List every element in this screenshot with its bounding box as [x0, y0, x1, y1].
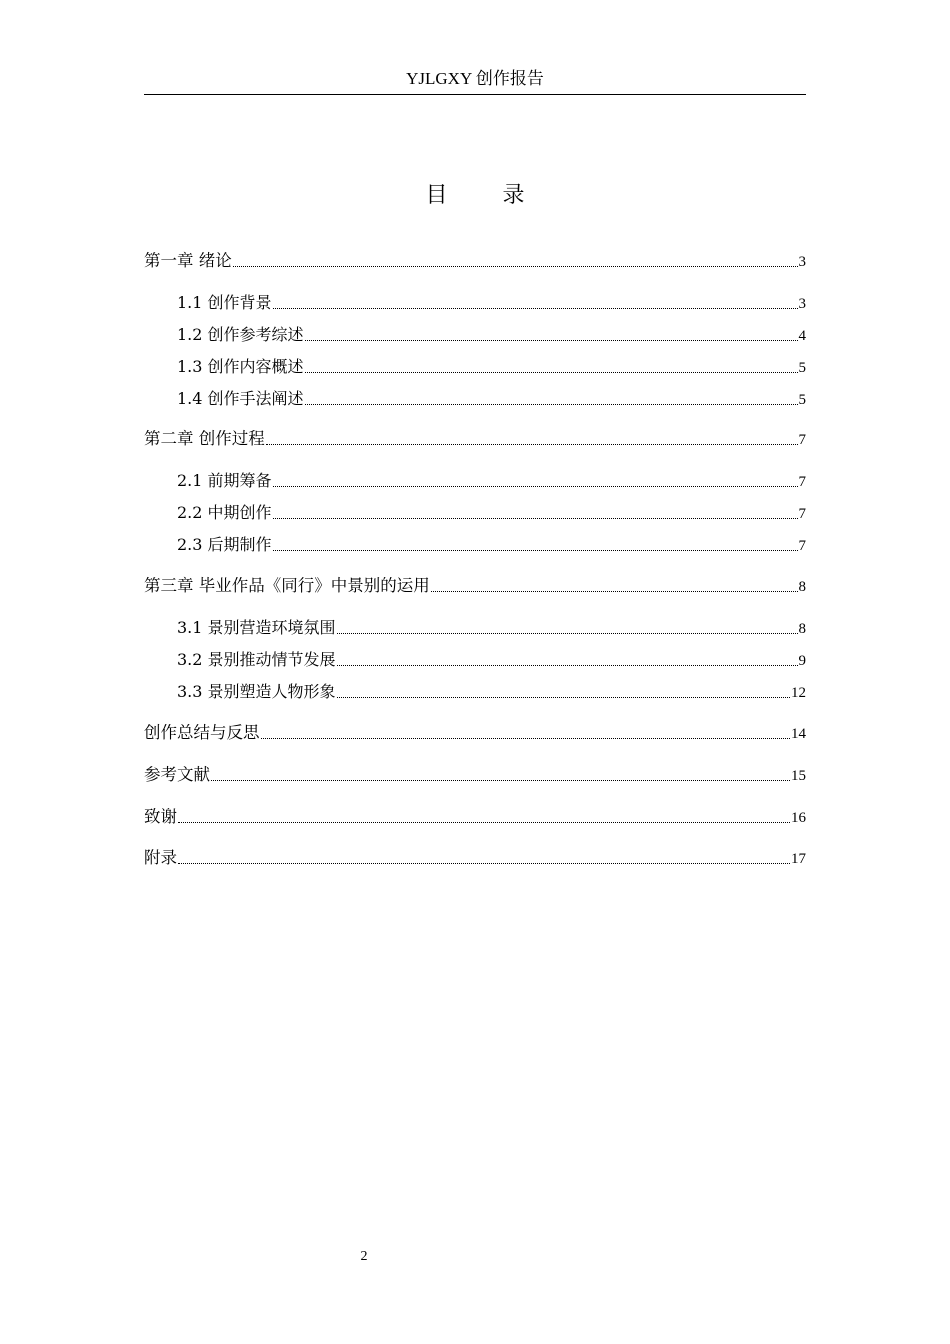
toc-entry-label: 1.3 创作内容概述	[177, 357, 304, 376]
toc-entry-page: 3	[798, 296, 806, 312]
toc-entry-references[interactable]	[144, 762, 806, 786]
toc-entry-page: 3	[798, 254, 806, 270]
toc-entry-chapter-2[interactable]	[144, 426, 806, 450]
page-number: 2	[360, 1249, 368, 1264]
toc-entry-page: 16	[791, 810, 806, 826]
toc-entry-section-1-2[interactable]	[177, 322, 806, 346]
toc-entry-section-1-1[interactable]	[177, 290, 806, 314]
toc-entry-section-2-3[interactable]	[177, 532, 806, 556]
toc-entry-summary[interactable]	[144, 720, 806, 744]
toc-entry-page: 14	[791, 726, 806, 742]
toc-entry-label: 第一章 绪论	[144, 251, 232, 270]
header-text: YJLGXY 创作报告	[406, 69, 544, 88]
dot-leader	[178, 858, 790, 864]
toc-entry-page: 7	[798, 506, 806, 522]
toc-entry-page: 7	[798, 474, 806, 490]
toc-entry-label: 第二章 创作过程	[144, 429, 265, 448]
toc-entry-section-2-1[interactable]	[177, 468, 806, 492]
toc-entry-chapter-3[interactable]	[144, 573, 806, 597]
dot-leader	[273, 513, 798, 519]
toc-entry-section-2-2[interactable]	[177, 500, 806, 524]
toc-entry-label: 3.1 景别营造环境氛围	[177, 618, 336, 637]
dot-leader	[305, 399, 798, 405]
toc-entry-section-1-4[interactable]	[177, 386, 806, 410]
toc-entry-page: 9	[798, 653, 806, 669]
toc-entry-section-3-2[interactable]	[177, 647, 806, 671]
toc-entry-section-3-1[interactable]	[177, 615, 806, 639]
toc-entry-acknowledgements[interactable]	[144, 804, 806, 828]
toc-entry-label: 创作总结与反思	[144, 723, 260, 742]
toc-entry-label: 第三章 毕业作品《同行》中景别的运用	[144, 576, 430, 595]
toc-entry-label: 3.2 景别推动情节发展	[177, 650, 336, 669]
dot-leader	[337, 692, 790, 698]
toc-entry-label: 2.1 前期筹备	[177, 471, 272, 490]
dot-leader	[305, 335, 798, 341]
dot-leader	[273, 545, 798, 551]
dot-leader	[261, 733, 791, 739]
toc-entry-label: 1.2 创作参考综述	[177, 325, 304, 344]
dot-leader	[337, 660, 798, 666]
toc-entry-label: 致谢	[144, 807, 177, 826]
toc-entry-page: 5	[798, 360, 806, 376]
toc-entry-page: 17	[791, 851, 806, 867]
toc-entry-page: 7	[798, 432, 806, 448]
toc-entry-label: 参考文献	[144, 765, 210, 784]
toc-entry-section-1-3[interactable]	[177, 354, 806, 378]
toc-title: 目 录	[425, 183, 549, 208]
dot-leader	[178, 817, 790, 823]
toc-entry-page: 8	[798, 621, 806, 637]
toc-entry-label: 2.3 后期制作	[177, 535, 272, 554]
toc-entry-label: 1.4 创作手法阐述	[177, 389, 304, 408]
dot-leader	[431, 586, 798, 592]
dot-leader	[233, 261, 798, 267]
toc-entry-page: 15	[791, 768, 806, 784]
toc-entry-page: 12	[791, 685, 806, 701]
dot-leader	[273, 303, 798, 309]
dot-leader	[211, 775, 790, 781]
toc-entry-page: 7	[798, 538, 806, 554]
toc-entry-label: 2.2 中期创作	[177, 503, 272, 522]
toc-entry-chapter-1[interactable]	[144, 248, 806, 272]
dot-leader	[273, 481, 798, 487]
dot-leader	[266, 439, 798, 445]
toc-entry-page: 5	[798, 392, 806, 408]
page-header	[144, 66, 806, 95]
dot-leader	[305, 367, 798, 373]
toc-entry-page: 8	[798, 579, 806, 595]
toc-entry-label: 1.1 创作背景	[177, 293, 272, 312]
toc-entry-section-3-3[interactable]	[177, 679, 806, 703]
toc-entry-label: 附录	[144, 848, 177, 867]
toc-entry-label: 3.3 景别塑造人物形象	[177, 682, 336, 701]
toc-entry-page: 4	[798, 328, 806, 344]
toc-entry-appendix[interactable]	[144, 845, 806, 869]
dot-leader	[337, 628, 798, 634]
